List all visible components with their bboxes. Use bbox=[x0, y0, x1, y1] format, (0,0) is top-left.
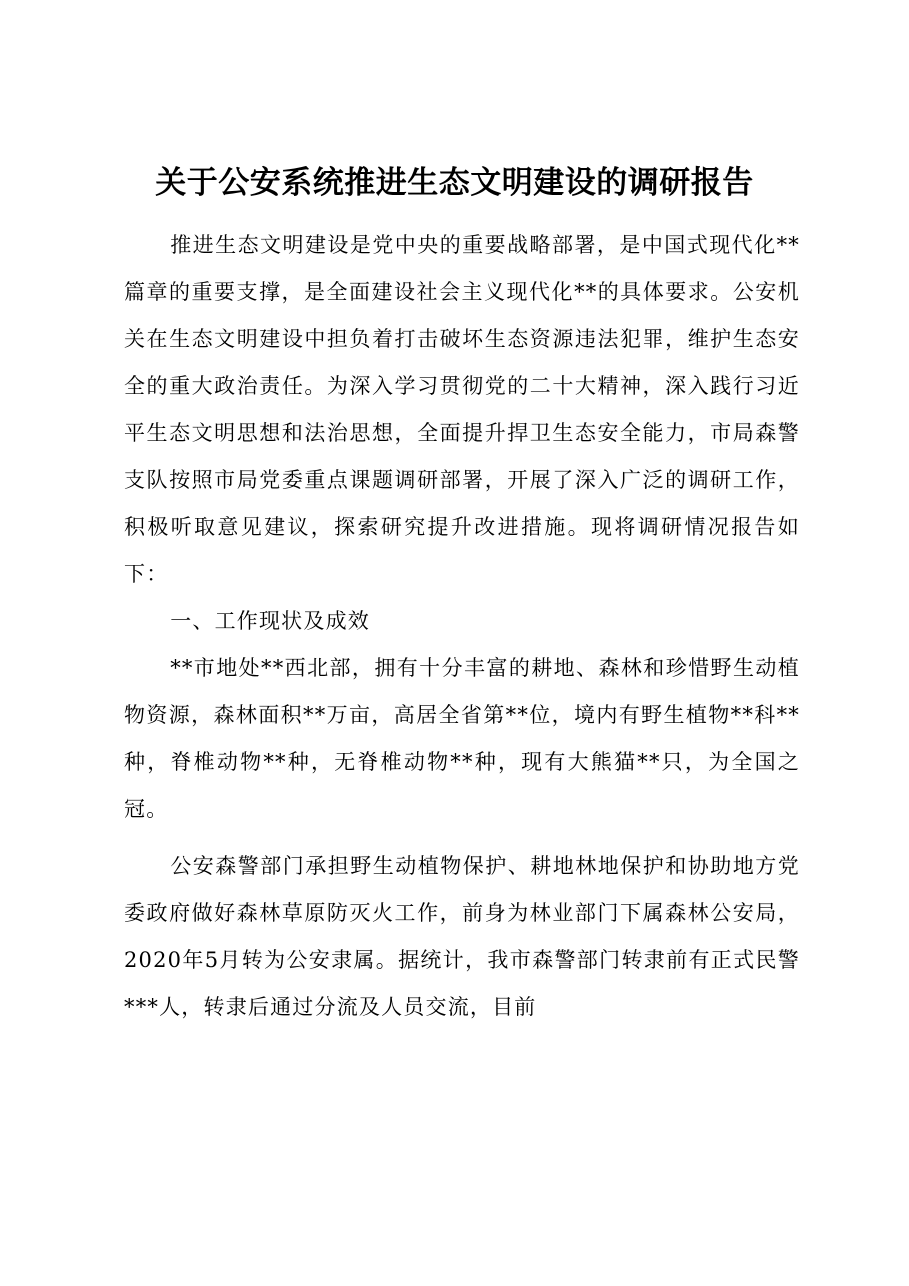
paragraph-intro: 推进生态文明建设是党中央的重要战略部署，是中国式现代化**篇章的重要支撑，是全面建设社会主义现代化**的具体要求。公安机关在生态文明建设中担负着打击破坏生态资源违法犯罪，维护生态安全的重大政治责任。为深入学习贯彻党的二十大精神，深入践行习近平生态文明思想和法治思想，全面提升捍卫生态安全能力，市局森警支队按照市局党委重点课题调研部署，开展了深入广泛的调研工作，积极听取意见建议，探索研究提升改进措施。现将调研情况报告如下： bbox=[124, 233, 800, 586]
paragraph-gap bbox=[124, 833, 800, 843]
section-heading-1: 一、工作现状及成效 bbox=[170, 609, 370, 633]
paragraph-overview: **市地处**西北部，拥有十分丰富的耕地、森林和珍惜野生动植物资源，森林面积**万亩，高居全省第**位，境内有野生植物**科**种，脊椎动物**种，无脊椎动物**种，现有大熊猫**只，为全国之冠。 bbox=[124, 656, 800, 821]
document-title: 关于公安系统推进生态文明建设的调研报告 bbox=[155, 165, 754, 201]
paragraph-forest-police: 公安森警部门承担野生动植物保护、耕地林地保护和协助地方党委政府做好森林草原防灭火工作，前身为林业部门下属森林公安局，2020年5月转为公安隶属。据统计，我市森警部门转隶前有正式民警***人，转隶后通过分流及人员交流，目前 bbox=[124, 854, 800, 1019]
document-body bbox=[124, 222, 800, 1031]
